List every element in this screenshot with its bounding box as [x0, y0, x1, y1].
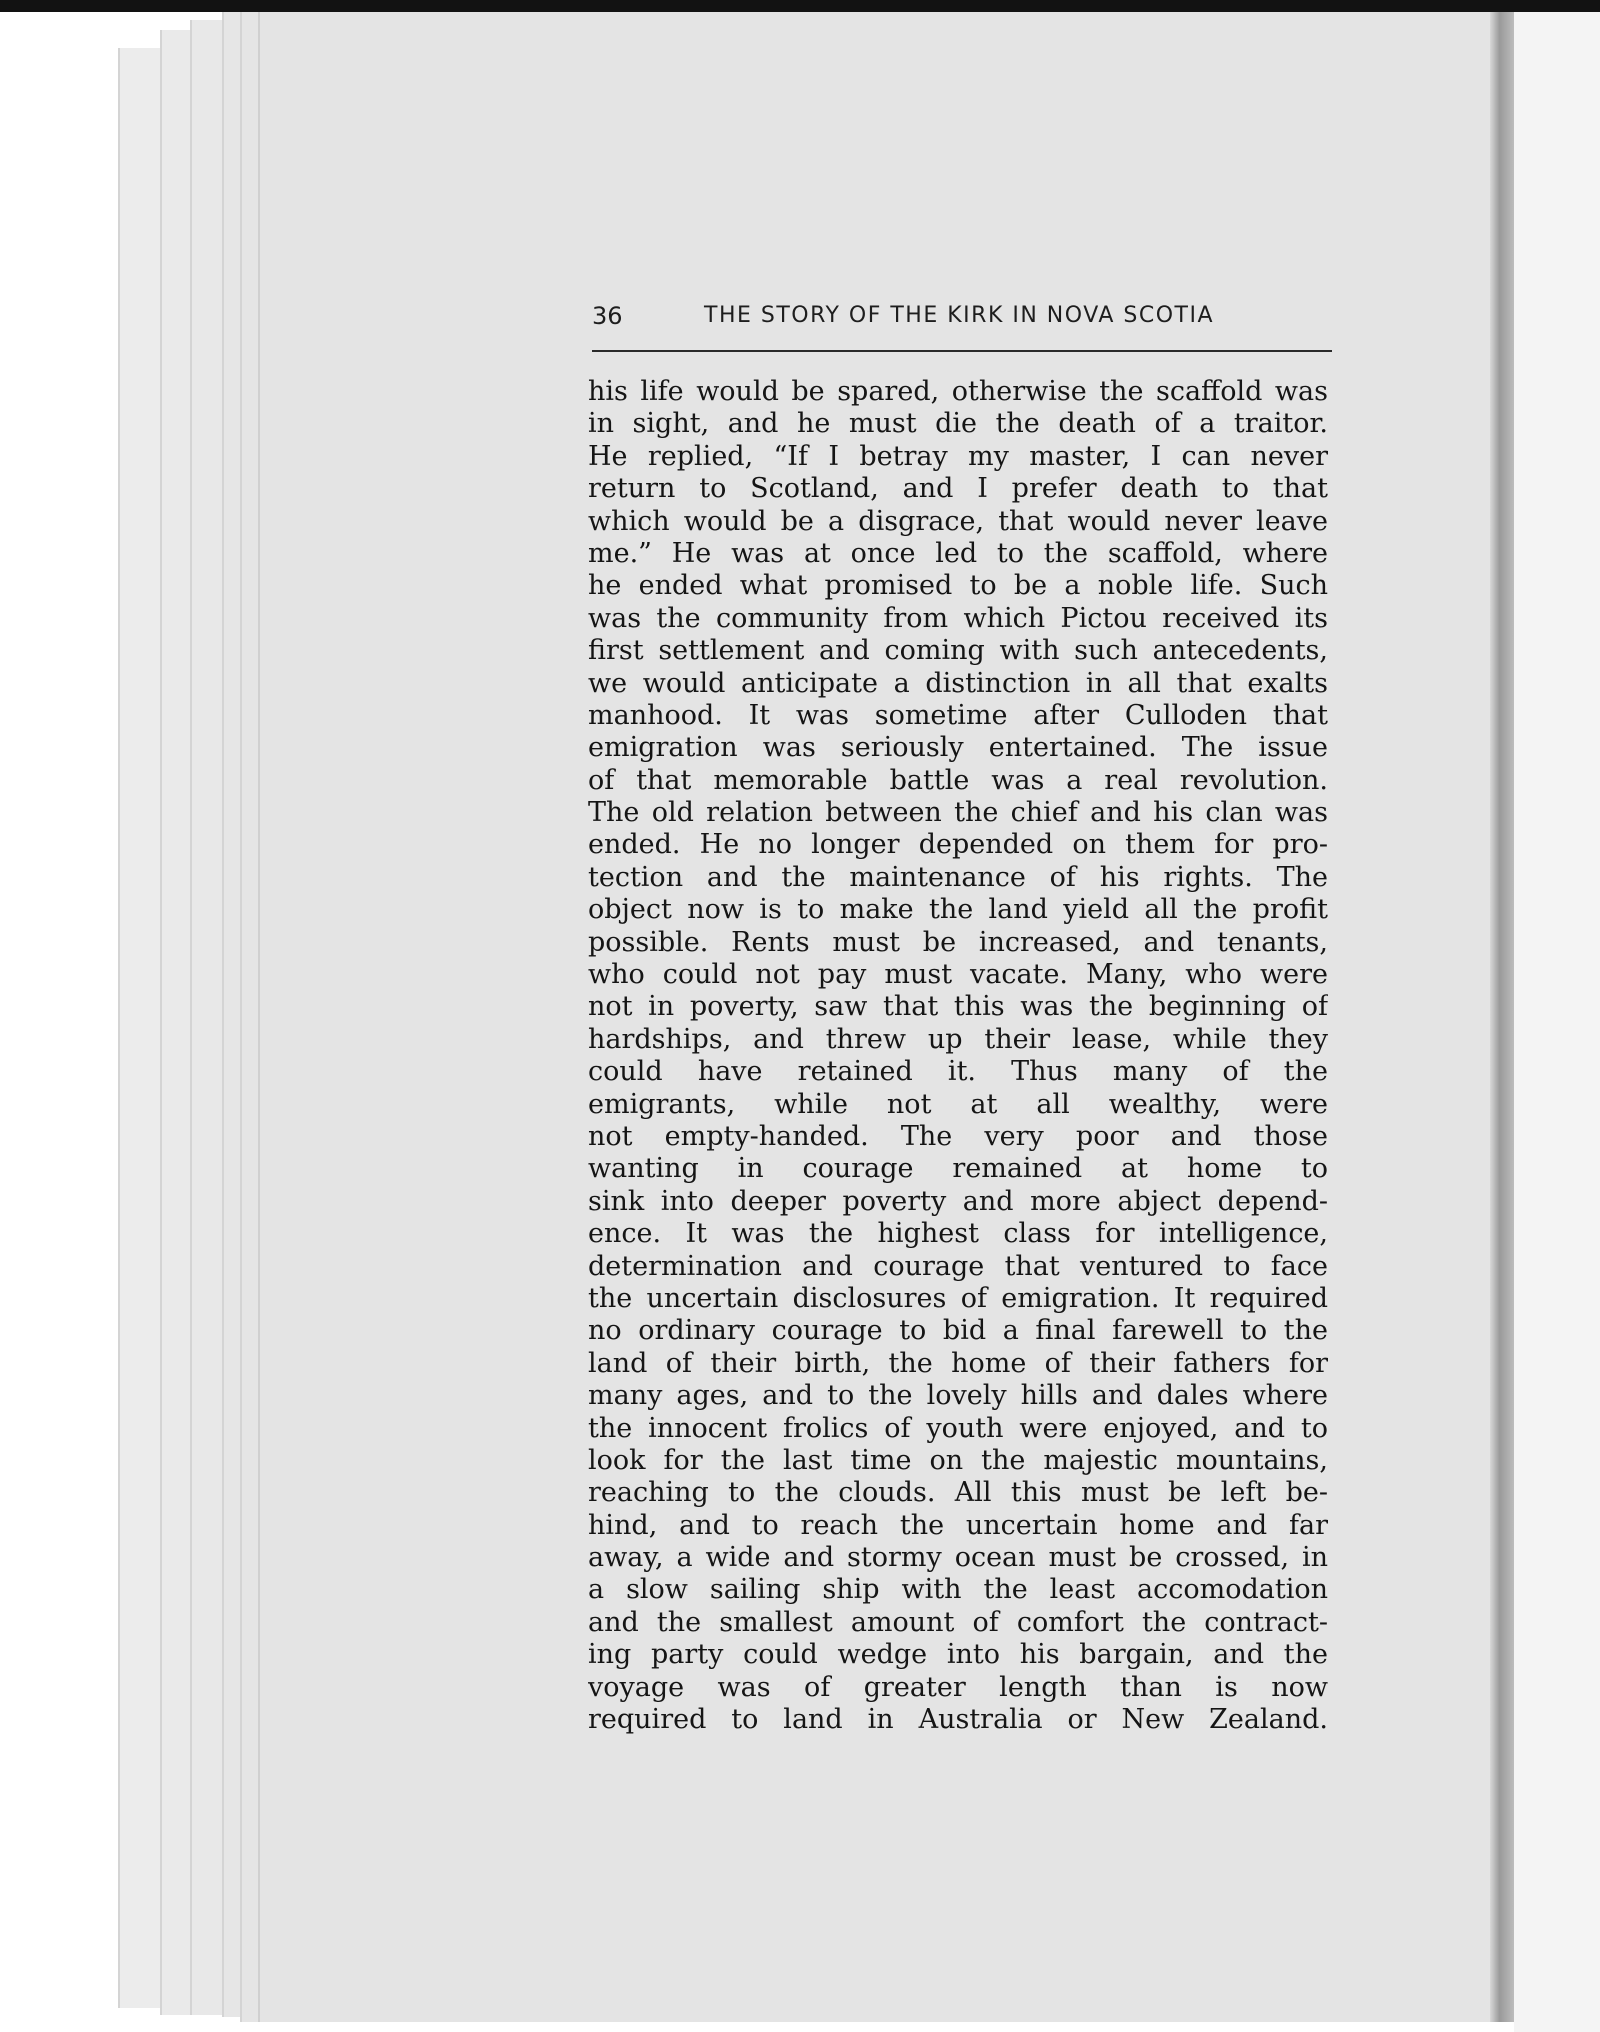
text-line: wanting in courage remained at home to: [588, 1153, 1328, 1185]
text-line: hardships, and threw up their lease, while they: [588, 1023, 1328, 1055]
text-line: reaching to the clouds. All this must be left be-: [588, 1477, 1328, 1509]
text-line: The old relation between the chief and his clan was: [588, 797, 1328, 829]
text-line: hind, and to reach the uncertain home and far: [588, 1509, 1328, 1541]
text-line: he ended what promised to be a noble life. Such: [588, 570, 1328, 602]
text-line: which would be a disgrace, that would never leave: [588, 505, 1328, 537]
text-line: required to land in Australia or New Zealand.: [588, 1704, 1328, 1736]
text-line: was the community from which Pictou received its: [588, 602, 1328, 634]
text-line: He replied, “If I betray my master, I can never: [588, 440, 1328, 472]
text-line: the innocent frolics of youth were enjoyed, and to: [588, 1412, 1328, 1444]
book-gutter: [1490, 12, 1514, 2022]
text-line: ence. It was the highest class for intelligence,: [588, 1218, 1328, 1250]
text-line: away, a wide and stormy ocean must be crossed, in: [588, 1542, 1328, 1574]
header-rule: [592, 350, 1332, 352]
text-line: his life would be spared, otherwise the scaffold was: [588, 376, 1328, 407]
text-line: emigration was seriously entertained. The issue: [588, 732, 1328, 764]
text-line: return to Scotland, and I prefer death to that: [588, 473, 1328, 505]
body-text: [588, 376, 1328, 1736]
text-line: ing party could wedge into his bargain, and the: [588, 1639, 1328, 1671]
text-line: determination and courage that ventured to face: [588, 1250, 1328, 1282]
text-line: ended. He no longer depended on them for pro-: [588, 829, 1328, 861]
text-line: no ordinary courage to bid a final farewell to the: [588, 1315, 1328, 1347]
text-line: sink into deeper poverty and more abject depend-: [588, 1185, 1328, 1217]
text-line: who could not pay must vacate. Many, who were: [588, 959, 1328, 991]
text-line: not in poverty, saw that this was the beginning of: [588, 991, 1328, 1023]
text-line: a slow sailing ship with the least accomodation: [588, 1574, 1328, 1606]
running-header: [592, 296, 1330, 344]
text-line: the uncertain disclosures of emigration. It required: [588, 1282, 1328, 1314]
text-line: many ages, and to the lovely hills and dales where: [588, 1380, 1328, 1412]
text-line: first settlement and coming with such antecedents,: [588, 635, 1328, 667]
scan-right-margin: [1514, 12, 1600, 2032]
scan-top-edge: [0, 0, 1600, 12]
text-line: we would anticipate a distinction in all that exalts: [588, 667, 1328, 699]
text-line: voyage was of greater length than is now: [588, 1671, 1328, 1703]
text-line: object now is to make the land yield all the profit: [588, 894, 1328, 926]
text-line: tection and the maintenance of his rights. The: [588, 861, 1328, 893]
page-number: 36: [592, 302, 623, 330]
running-title: THE STORY OF THE KIRK IN NOVA SCOTIA: [704, 303, 1214, 328]
text-line: not empty-handed. The very poor and those: [588, 1120, 1328, 1152]
text-line: land of their birth, the home of their fathers for: [588, 1347, 1328, 1379]
text-line: emigrants, while not at all wealthy, were: [588, 1088, 1328, 1120]
text-line: me.” He was at once led to the scaffold, where: [588, 537, 1328, 569]
text-line: and the smallest amount of comfort the contract-: [588, 1606, 1328, 1638]
text-line: possible. Rents must be increased, and tenants,: [588, 926, 1328, 958]
text-line: could have retained it. Thus many of the: [588, 1056, 1328, 1088]
text-line: manhood. It was sometime after Culloden that: [588, 699, 1328, 731]
text-line: in sight, and he must die the death of a traitor.: [588, 408, 1328, 440]
text-line: of that memorable battle was a real revolution.: [588, 764, 1328, 796]
text-line: look for the last time on the majestic mountains,: [588, 1444, 1328, 1476]
